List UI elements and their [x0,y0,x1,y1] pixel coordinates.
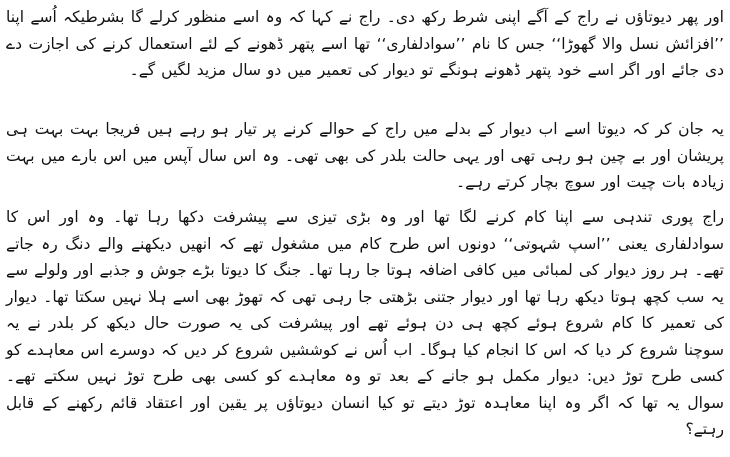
paragraph-2: یہ جان کر کہ دیوتا اسے اب دیوار کے بدلے میں راج کے حوالے کرنے پر تیار ہو رہے ہیں فریجا بہت بہت ہی پریشان اور بے چین ہو رہی تھی اور یہی حالت بلدر کی بھی تھی۔ وہ اس سال آپس میں اس بارے میں بہت زیادہ بات چیت اور سوچ بچار کرتے رہے۔ [6,120,724,191]
paragraph-1: اور پھر دیوتاؤں نے راج کے آگے اپنی شرط رکھ دی۔ راج نے کہا کہ وہ اسے منظور کرلے گا بشرطیکہ اُسے اپنا ’’افزائش نسل والا گھوڑا‘‘ جس کا نام ’’سوادلفاری‘‘ تھا اسے پتھر ڈھونے کے لئے استعمال کرنے کی اجازت دے دی جائے اور اگر اسے خود پتھر ڈھونے ہونگے تو دیوار کی تعمیر میں دو سال مزید لگیں گے۔ [6,8,724,79]
paragraph-3: راج پوری تندہی سے اپنا کام کرنے لگا تھا اور وہ بڑی تیزی سے پیشرفت دکھا رہا تھا۔ وہ اور اس کا سوادلفاری یعنی ’’اسپ شہوتی‘‘ دونوں اس طرح کام میں مشغول تھے کہ انھیں دیکھنے والے دنگ رہ جاتے تھے۔ ہر روز دیوار کی لمبائی میں کافی اضافہ ہوتا جا رہا تھا۔ جنگ کا دیوتا بڑے جوش و جذبے اور ولولے سے یہ سب کچھ ہوتا دیکھ رہا تھا اور دیوار جتنی بڑھتی جا رہی تھی کہ تھوڑ بھی اسے ہلا نہیں سکتا تھا۔ دیوار کی تعمیر کا کام شروع ہوئے کچھ ہی دن ہوئے تھے اور پیشرفت کی یہ صورت حال دیکھ کر بلدر نے یہ سوچنا شروع کر دیا کہ اس کا انجام کیا ہوگا۔ اب اُس نے کوششیں شروع کر دیں کہ دوسرے اس معاہدے کو کسی طرح توڑ دیں: دیوار مکمل ہو جانے کے بعد تو وہ معاہدے کو کسی بھی طرح توڑ نہیں سکتے تھے۔ سوال یہ تھا کہ اگر وہ اپنا معاہدہ توڑ دیتے تو کیا انسان دیوتاؤں پر یقین اور اعتقاد قائم رکھنے کے قابل رہتے؟ [6,208,724,438]
